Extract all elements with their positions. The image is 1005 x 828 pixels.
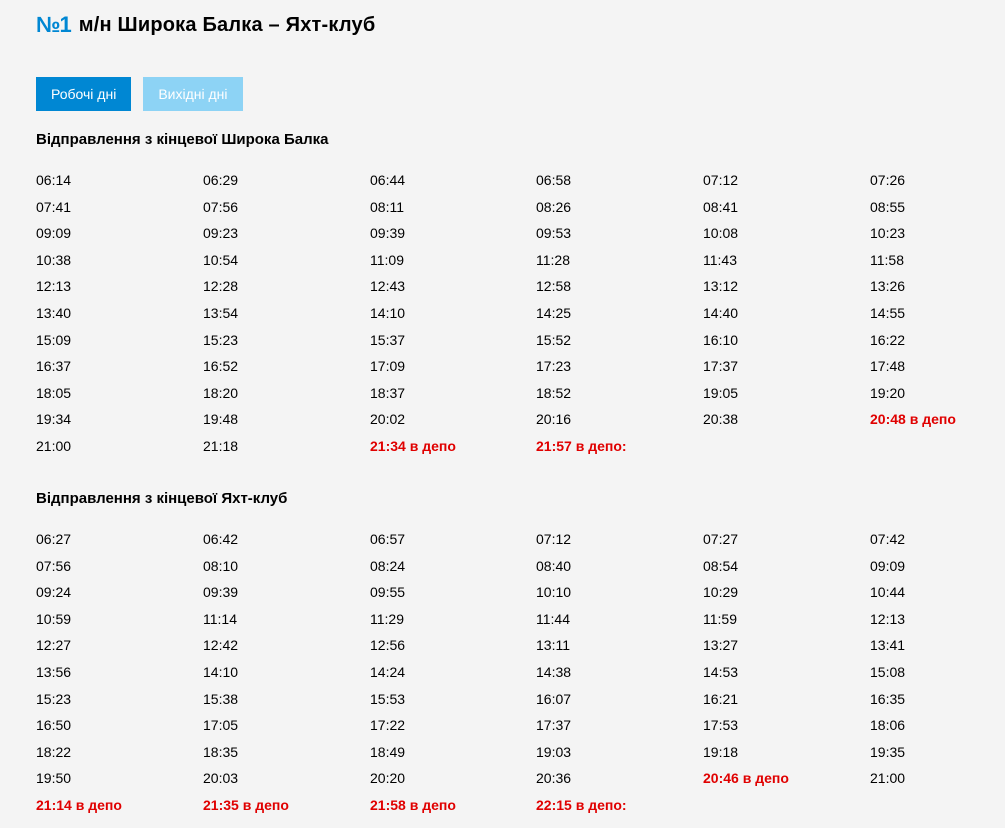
departure-time: 11:43 bbox=[703, 252, 737, 268]
departure-time: 14:25 bbox=[536, 305, 572, 321]
departure-time-depot: 21:35 в депо bbox=[203, 797, 289, 813]
departure-time-depot: 20:48 в депо bbox=[870, 411, 956, 427]
departure-time: 19:48 bbox=[203, 411, 239, 427]
departure-time: 15:38 bbox=[203, 691, 239, 707]
departure-time: 17:48 bbox=[870, 358, 906, 374]
departure-time: 07:12 bbox=[536, 531, 572, 547]
departure-time-depot: 21:14 в депо bbox=[36, 797, 122, 813]
departure-time: 13:12 bbox=[703, 278, 739, 294]
departure-time: 16:21 bbox=[703, 691, 739, 707]
departure-time: 10:10 bbox=[536, 584, 572, 600]
departure-time: 09:09 bbox=[36, 225, 72, 241]
route-title: м/н Широка Балка – Яхт-клуб bbox=[78, 13, 376, 36]
departure-time: 10:59 bbox=[36, 611, 72, 627]
departure-time-depot: 21:57 в депо: bbox=[536, 438, 627, 454]
departure-time: 08:26 bbox=[536, 199, 572, 215]
departure-time: 12:42 bbox=[203, 637, 239, 653]
departure-time: 14:10 bbox=[370, 305, 406, 321]
departure-time: 17:23 bbox=[536, 358, 572, 374]
departure-time: 08:24 bbox=[370, 558, 406, 574]
departure-time: 19:20 bbox=[870, 385, 906, 401]
departure-time: 16:52 bbox=[203, 358, 239, 374]
departure-time: 21:00 bbox=[870, 770, 906, 786]
departure-time: 06:42 bbox=[203, 531, 239, 547]
departure-time: 11:59 bbox=[703, 611, 737, 627]
departure-time: 14:40 bbox=[703, 305, 739, 321]
departure-time: 10:44 bbox=[870, 584, 906, 600]
departure-time: 18:52 bbox=[536, 385, 572, 401]
departure-time: 16:22 bbox=[870, 332, 906, 348]
departure-time: 13:41 bbox=[870, 637, 906, 653]
departure-time: 09:24 bbox=[36, 584, 72, 600]
departure-time: 16:50 bbox=[36, 717, 72, 733]
departure-time: 12:56 bbox=[370, 637, 406, 653]
tab-weekends[interactable]: Вихідні дні bbox=[143, 77, 242, 111]
departure-time: 12:28 bbox=[203, 278, 239, 294]
departure-time: 14:55 bbox=[870, 305, 906, 321]
departure-time: 14:10 bbox=[203, 664, 239, 680]
departure-time: 18:49 bbox=[370, 744, 406, 760]
departure-time: 20:36 bbox=[536, 770, 572, 786]
departure-time: 19:35 bbox=[870, 744, 906, 760]
departure-time: 07:56 bbox=[203, 199, 239, 215]
departure-time: 21:18 bbox=[203, 438, 239, 454]
departure-time: 08:41 bbox=[703, 199, 739, 215]
departure-time: 11:58 bbox=[870, 252, 904, 268]
departure-time: 09:53 bbox=[536, 225, 572, 241]
departure-time: 19:05 bbox=[703, 385, 739, 401]
page-title bbox=[36, 12, 375, 38]
departure-time: 20:38 bbox=[703, 411, 739, 427]
departure-time: 08:55 bbox=[870, 199, 906, 215]
departure-time: 06:14 bbox=[36, 172, 72, 188]
departure-time: 16:37 bbox=[36, 358, 72, 374]
tab-weekdays[interactable]: Робочі дні bbox=[36, 77, 131, 111]
departure-time: 17:05 bbox=[203, 717, 239, 733]
departure-time: 12:13 bbox=[36, 278, 72, 294]
schedule-tabs bbox=[36, 77, 243, 111]
departure-time: 21:00 bbox=[36, 438, 72, 454]
departure-time: 15:23 bbox=[36, 691, 72, 707]
departure-time: 13:40 bbox=[36, 305, 72, 321]
departure-time: 08:40 bbox=[536, 558, 572, 574]
departure-time: 17:53 bbox=[703, 717, 739, 733]
departure-time: 16:35 bbox=[870, 691, 906, 707]
departure-time: 07:56 bbox=[36, 558, 72, 574]
departure-time: 12:43 bbox=[370, 278, 406, 294]
departure-time-depot: 21:58 в депо bbox=[370, 797, 456, 813]
departure-time: 16:07 bbox=[536, 691, 572, 707]
departure-time-depot: 21:34 в депо bbox=[370, 438, 456, 454]
departure-time: 12:13 bbox=[870, 611, 906, 627]
departure-time: 18:05 bbox=[36, 385, 72, 401]
departure-time: 14:38 bbox=[536, 664, 572, 680]
departure-time: 16:10 bbox=[703, 332, 739, 348]
departure-time: 13:56 bbox=[36, 664, 72, 680]
departure-time: 18:22 bbox=[36, 744, 72, 760]
departure-time: 09:39 bbox=[370, 225, 406, 241]
departure-time: 06:58 bbox=[536, 172, 572, 188]
departure-time: 06:29 bbox=[203, 172, 239, 188]
departure-time-depot: 22:15 в депо: bbox=[536, 797, 627, 813]
departure-time: 11:44 bbox=[536, 611, 570, 627]
departure-time: 20:03 bbox=[203, 770, 239, 786]
departure-time: 19:34 bbox=[36, 411, 72, 427]
departure-time: 08:10 bbox=[203, 558, 239, 574]
departure-time: 17:22 bbox=[370, 717, 406, 733]
departure-time: 09:39 bbox=[203, 584, 239, 600]
departure-time: 15:09 bbox=[36, 332, 72, 348]
departure-time: 19:50 bbox=[36, 770, 72, 786]
timetable-yacht-club bbox=[36, 530, 1003, 820]
departure-time: 13:11 bbox=[536, 637, 570, 653]
departure-time: 07:42 bbox=[870, 531, 906, 547]
departure-time: 17:37 bbox=[703, 358, 739, 374]
section-title-shyroka-balka: Відправлення з кінцевої Широка Балка bbox=[36, 131, 329, 148]
route-number-badge: №1 bbox=[36, 12, 71, 37]
departure-time: 10:29 bbox=[703, 584, 739, 600]
departure-time: 07:41 bbox=[36, 199, 72, 215]
departure-time: 11:09 bbox=[370, 252, 404, 268]
departure-time: 20:16 bbox=[536, 411, 572, 427]
departure-time: 10:08 bbox=[703, 225, 739, 241]
departure-time: 20:02 bbox=[370, 411, 406, 427]
departure-time: 15:37 bbox=[370, 332, 406, 348]
departure-time: 17:09 bbox=[370, 358, 406, 374]
departure-time: 10:38 bbox=[36, 252, 72, 268]
departure-time: 11:29 bbox=[370, 611, 404, 627]
departure-time: 07:27 bbox=[703, 531, 739, 547]
departure-time: 13:27 bbox=[703, 637, 739, 653]
departure-time: 10:54 bbox=[203, 252, 239, 268]
departure-time: 11:28 bbox=[536, 252, 570, 268]
departure-time: 18:06 bbox=[870, 717, 906, 733]
departure-time-depot: 20:46 в депо bbox=[703, 770, 789, 786]
departure-time: 10:23 bbox=[870, 225, 906, 241]
departure-time: 15:53 bbox=[370, 691, 406, 707]
departure-time: 09:23 bbox=[203, 225, 239, 241]
departure-time: 08:11 bbox=[370, 199, 404, 215]
departure-time: 15:52 bbox=[536, 332, 572, 348]
departure-time: 15:23 bbox=[203, 332, 239, 348]
departure-time: 20:20 bbox=[370, 770, 406, 786]
departure-time: 18:20 bbox=[203, 385, 239, 401]
departure-time: 19:03 bbox=[536, 744, 572, 760]
departure-time: 19:18 bbox=[703, 744, 739, 760]
departure-time: 09:55 bbox=[370, 584, 406, 600]
section-title-yacht-club: Відправлення з кінцевої Яхт-клуб bbox=[36, 490, 288, 507]
departure-time: 11:14 bbox=[203, 611, 237, 627]
departure-time: 13:26 bbox=[870, 278, 906, 294]
departure-time: 13:54 bbox=[203, 305, 239, 321]
departure-time: 12:27 bbox=[36, 637, 72, 653]
timetable-shyroka-balka bbox=[36, 171, 1003, 461]
departure-time: 18:35 bbox=[203, 744, 239, 760]
departure-time: 06:27 bbox=[36, 531, 72, 547]
departure-time: 12:58 bbox=[536, 278, 572, 294]
departure-time: 07:12 bbox=[703, 172, 739, 188]
departure-time: 06:44 bbox=[370, 172, 406, 188]
departure-time: 14:24 bbox=[370, 664, 406, 680]
departure-time: 08:54 bbox=[703, 558, 739, 574]
departure-time: 07:26 bbox=[870, 172, 906, 188]
departure-time: 06:57 bbox=[370, 531, 406, 547]
departure-time: 14:53 bbox=[703, 664, 739, 680]
departure-time: 17:37 bbox=[536, 717, 572, 733]
departure-time: 09:09 bbox=[870, 558, 906, 574]
departure-time: 18:37 bbox=[370, 385, 406, 401]
departure-time: 15:08 bbox=[870, 664, 906, 680]
